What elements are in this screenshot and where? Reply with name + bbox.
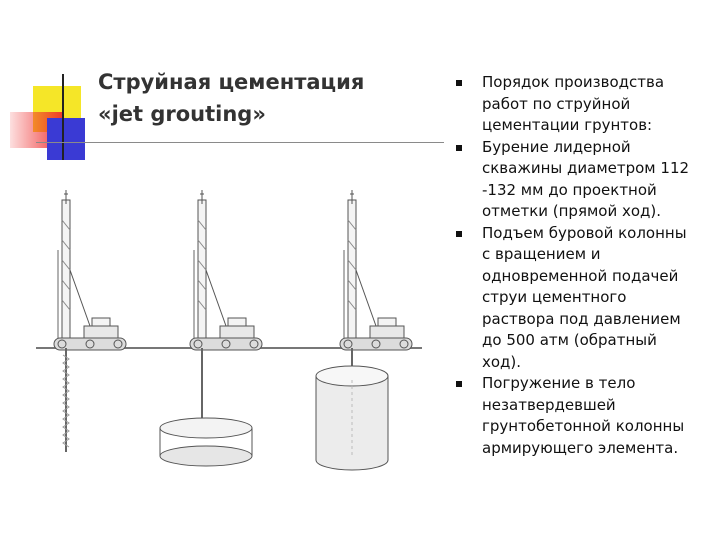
bullet-text-line: отметки (прямой ход).	[482, 202, 662, 220]
rig-1	[54, 190, 126, 350]
rig-2	[190, 190, 262, 350]
title-line-2: «jet grouting»	[98, 102, 266, 126]
bullet-text-line: скважины диаметром 112	[482, 159, 690, 177]
grout-disc	[160, 348, 252, 466]
bullet-text-line: незатвердевшей	[482, 395, 616, 414]
jet-grouting-rigs-illustration	[0, 190, 440, 490]
bullet-text-line: грунтобетонной колонны	[482, 417, 685, 435]
bullet-text-line: раствора под давлением	[482, 309, 681, 328]
bullet-text-line: струи цементного	[482, 288, 627, 306]
bullet-square-icon	[456, 145, 462, 151]
bullet-text-line: цементации грунтов:	[482, 116, 653, 134]
bullet-square-icon	[456, 381, 462, 387]
bullet-text-line: Погружение в тело	[482, 374, 636, 392]
slide-title	[98, 66, 428, 130]
bullet-text-line: Бурение лидерной	[482, 137, 631, 156]
rig-3	[340, 190, 412, 350]
title-line-1: Струйная цементация	[98, 70, 365, 94]
bullet-text-line: ход).	[482, 352, 522, 371]
bullet-list	[456, 72, 718, 459]
bullet-text-line: одновременной подачей	[482, 266, 679, 285]
bullet-item	[456, 137, 718, 223]
bullet-text-line: с вращением и	[482, 245, 601, 263]
bullet-text-line: до 500 атм (обратный	[482, 331, 657, 349]
bullet-square-icon	[456, 231, 462, 237]
accent-vertical-line	[62, 74, 64, 160]
bullet-square-icon	[456, 80, 462, 86]
soilcrete-column	[316, 348, 388, 470]
bullet-item	[456, 223, 718, 374]
title-underline	[36, 142, 444, 143]
bullet-text-line: Подъем буровой колонны	[482, 223, 687, 242]
accent-blue-square	[47, 118, 85, 160]
bullet-text-line: работ по струйной	[482, 94, 631, 113]
drill-string-1	[63, 348, 69, 452]
bullet-text-line: -132 мм до проектной	[482, 180, 657, 199]
bullet-text-line: Порядок производства	[482, 73, 665, 91]
bullet-item	[456, 72, 718, 137]
bullet-text-line: армирующего элемента.	[482, 438, 679, 457]
bullet-item	[456, 373, 718, 459]
